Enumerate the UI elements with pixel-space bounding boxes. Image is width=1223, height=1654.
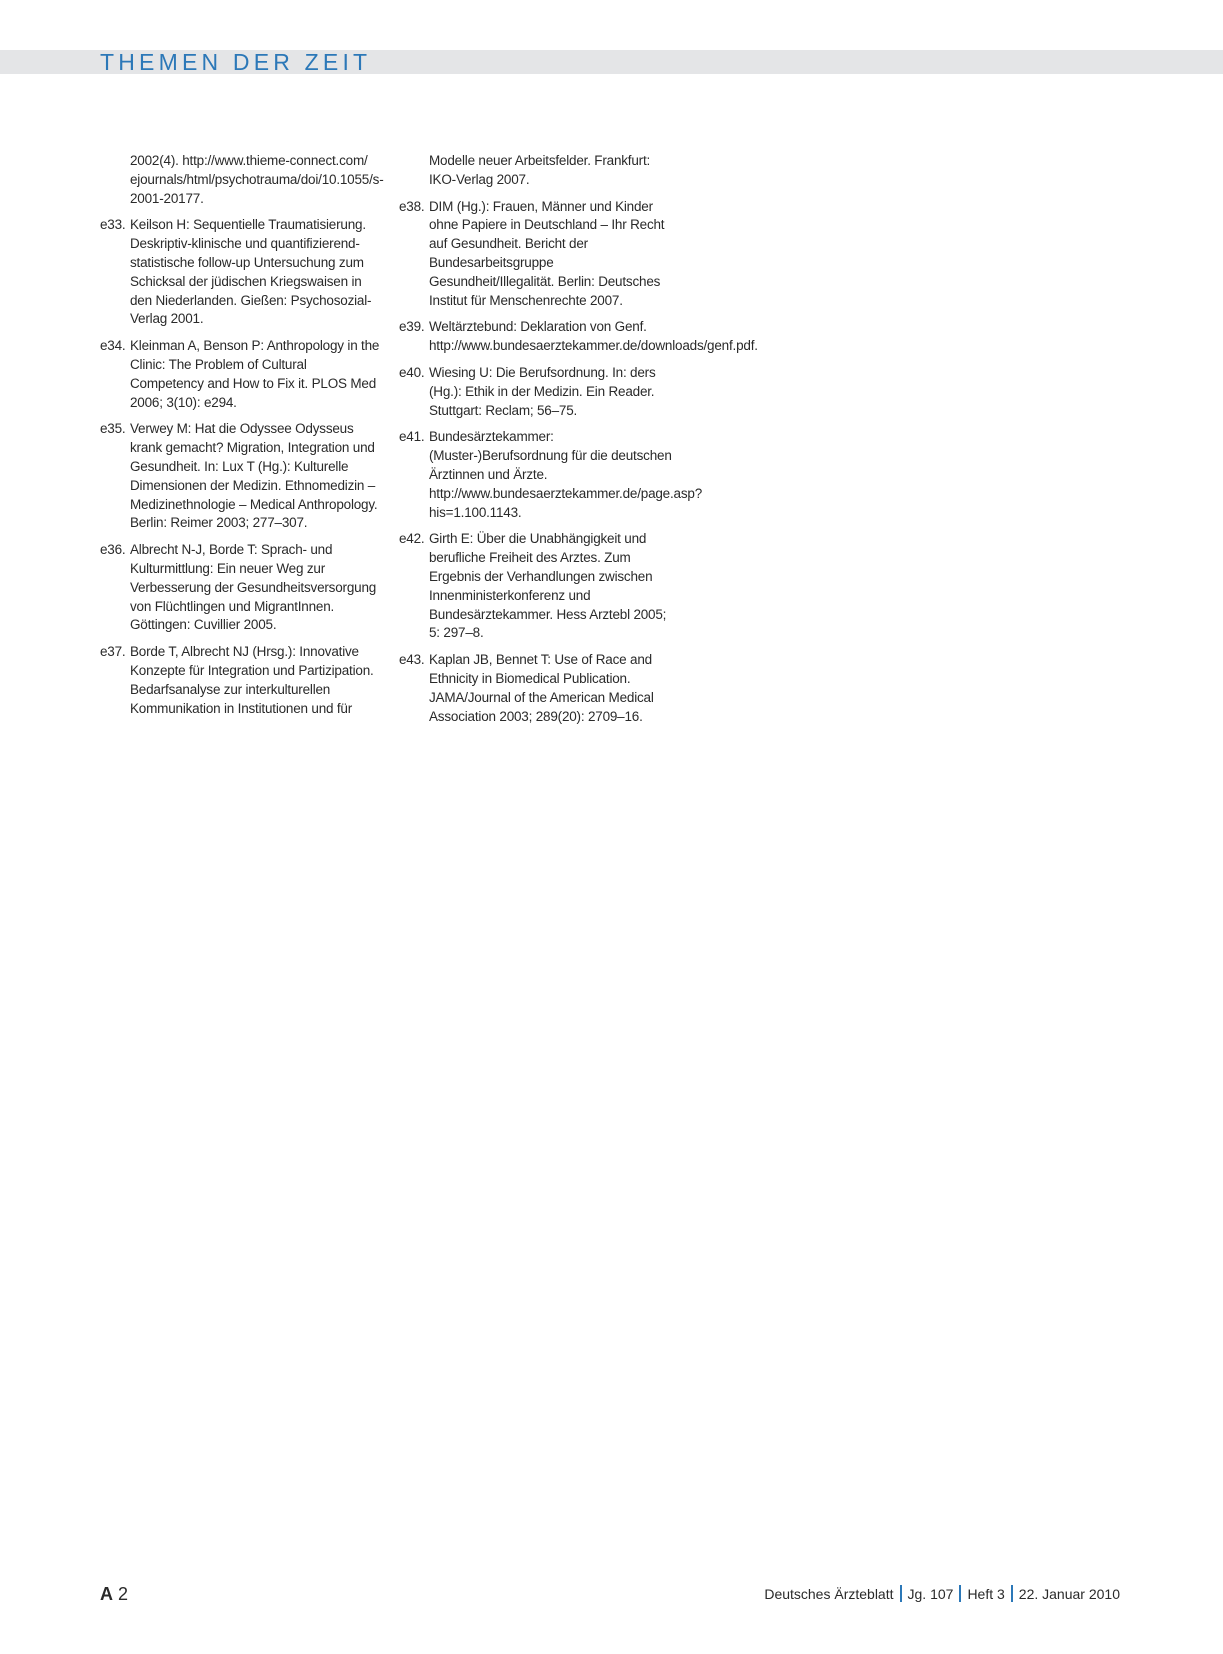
reference-number: e43. (399, 652, 425, 668)
separator (1011, 1585, 1013, 1602)
journal-name: Deutsches Ärzteblatt (764, 1586, 894, 1602)
references-column-left (100, 152, 384, 726)
volume: Jg. 107 (907, 1586, 954, 1602)
reference-item (399, 364, 679, 420)
separator (959, 1585, 961, 1602)
issue: Heft 3 (967, 1586, 1005, 1602)
reference-text: Keilson H: Sequentielle Traumatisierung. Deskriptiv-klinische und quantifizierend-statistische follow-up Untersuchung zum Schicksal der jüdischen Kriegswaisen in den Niederlanden. Gießen: Psychosozial-Verlag 2001. (130, 217, 372, 327)
reference-text: Albrecht N-J, Borde T: Sprach- und Kulturmittlung: Ein neuer Weg zur Verbesserung der Gesundheitsversorgung von Flüchtlingen und MigrantInnen. Göttingen: Cuvillier 2005. (130, 542, 377, 633)
reference-text: Kleinman A, Benson P: Anthropology in the Clinic: The Problem of Cultural Competency and How to Fix it. PLOS Med 2006; 3(10): e294. (130, 338, 380, 410)
reference-item (399, 318, 758, 356)
reference-item (100, 643, 380, 718)
reference-text: Bundesärztekammer: (Muster-)Berufsordnung für die deutschen Ärztinnen und Ärzte. http://www.bundesaerztekammer.de/page.asp?his=1.100.1143. (429, 429, 703, 520)
reference-text: 2002(4). http://www.thieme-connect.com/ ejournals/html/psychotrauma/doi/10.1055/s-2001-20177. (130, 153, 384, 206)
section-title: THEMEN DER ZEIT (100, 49, 372, 75)
reference-number: e39. (399, 319, 425, 335)
reference-item (100, 420, 380, 533)
reference-item (399, 198, 679, 311)
reference-text: Kaplan JB, Bennet T: Use of Race and Ethnicity in Biomedical Publication. JAMA/Journal of the American Medical Association 2003; 289(20): 2709–16. (429, 652, 654, 724)
reference-number: e41. (399, 429, 425, 445)
reference-item (100, 541, 380, 635)
reference-number: e36. (100, 542, 126, 558)
reference-number: e38. (399, 198, 425, 214)
page-number (100, 1583, 128, 1605)
reference-number: e34. (100, 338, 126, 354)
reference-item (399, 428, 703, 522)
reference-number: e37. (100, 644, 126, 660)
reference-text: Weltärztebund: Deklaration von Genf. http://www.bundesaerztekammer.de/downloads/genf.pdf. (429, 319, 758, 354)
reference-item (100, 216, 380, 329)
footer-citation (764, 1585, 1120, 1603)
page-letter: A (100, 1584, 113, 1604)
reference-text: Wiesing U: Die Berufsordnung. In: ders (Hg.): Ethik in der Medizin. Ein Reader. Stuttgart: Reclam; 56–75. (429, 364, 656, 418)
reference-text: Borde T, Albrecht NJ (Hrsg.): Innovative Konzepte für Integration und Partizipation. Bedarfsanalyse zur interkulturellen Kommunikation in Institutionen und für (130, 644, 374, 716)
reference-text: DIM (Hg.): Frauen, Männer und Kinder ohne Papiere in Deutschland – Ihr Recht auf Gesundheit. Bericht der Bundesarbeitsgruppe Gesundheit/Illegalität. Berlin: Deutsches Institut für Menschenrechte 2007. (429, 198, 665, 308)
reference-item (100, 152, 384, 208)
reference-item (100, 337, 380, 412)
reference-item (399, 530, 679, 643)
page-number-value: 2 (118, 1584, 129, 1604)
references-column-right (399, 152, 758, 734)
reference-text: Verwey M: Hat die Odyssee Odysseus krank gemacht? Migration, Integration und Gesundheit. In: Lux T (Hg.): Kulturelle Dimensionen der Medizin. Ethnomedizin – Medizinethnologie – Medical Anthropology. Berlin: Reimer 2003; 277–307. (130, 421, 378, 531)
reference-number: e35. (100, 421, 126, 437)
issue-date: 22. Januar 2010 (1018, 1586, 1120, 1602)
reference-number: e40. (399, 364, 425, 380)
reference-number: e33. (100, 217, 126, 233)
reference-item (399, 152, 679, 190)
reference-number: e42. (399, 531, 425, 547)
reference-text: Modelle neuer Arbeitsfelder. Frankfurt: IKO-Verlag 2007. (429, 153, 651, 187)
separator (900, 1585, 902, 1602)
reference-item (399, 651, 679, 726)
reference-text: Girth E: Über die Unabhängigkeit und berufliche Freiheit des Arztes. Zum Ergebnis der Verhandlungen zwischen Innenministerkonferenz und Bundesärztekammer. Hess Arztebl 2005; 5: 297–8. (429, 531, 667, 641)
